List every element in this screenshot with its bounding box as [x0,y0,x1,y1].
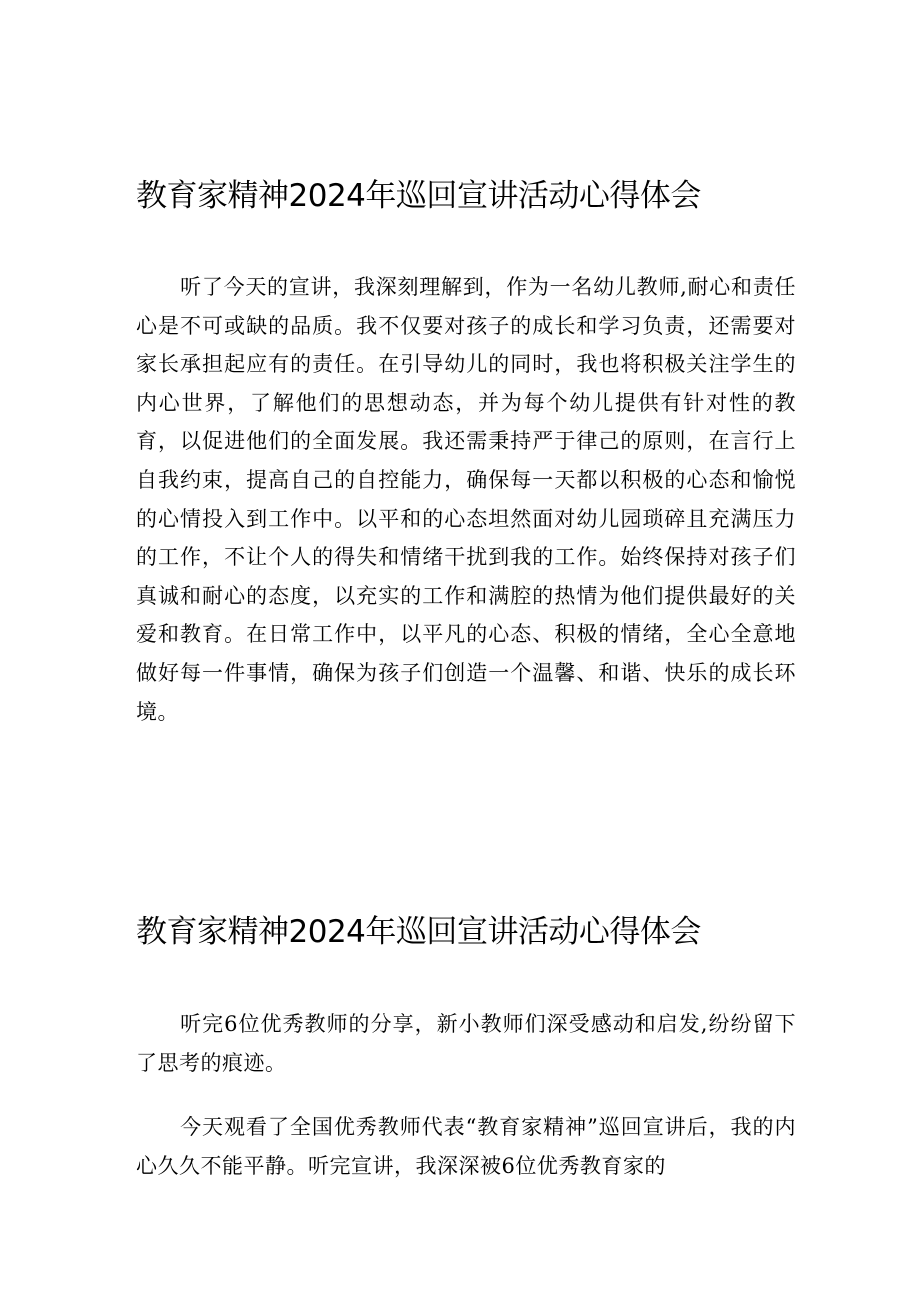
section-title-1: 教育家精神2024年巡回宣讲活动心得体会 [136,178,701,214]
section-2-paragraph-2: 今天观看了全国优秀教师代表“教育家精神”巡回宣讲后，我的内心久久不能平静。听完宣讲，我深深被6位优秀教育家的 [136,1115,796,1178]
section-1-paragraph-1: 听了今天的宣讲，我深刻理解到，作为一名幼儿教师,耐心和责任心是不可或缺的品质。我不仅要对孩子的成长和学习负责，还需要对家长承担起应有的责任。在引导幼儿的同时，我也将积极关注学生的内心世界，了解他们的思想动态，并为每个幼儿提供有针对性的教育，以促进他们的全面发展。我还需秉持严于律己的原则，在言行上自我约束，提高自己的自控能力，确保每一天都以积极的心态和愉悦的心情投入到工作中。以平和的心态坦然面对幼儿园琐碎且充满压力的工作，不让个人的得失和情绪干扰到我的工作。始终保持对孩子们真诚和耐心的态度，以充实的工作和满腔的热情为他们提供最好的关爱和教育。在日常工作中，以平凡的心态、积极的情绪，全心全意地做好每一件事情，确保为孩子们创造一个温馨、和谐、快乐的成长环境。 [136,275,796,724]
section-title-2: 教育家精神2024年巡回宣讲活动心得体会 [136,914,701,950]
section-2-paragraph-1: 听完6位优秀教师的分享，新小教师们深受感动和启发,纷纷留下了思考的痕迹。 [136,1012,796,1075]
